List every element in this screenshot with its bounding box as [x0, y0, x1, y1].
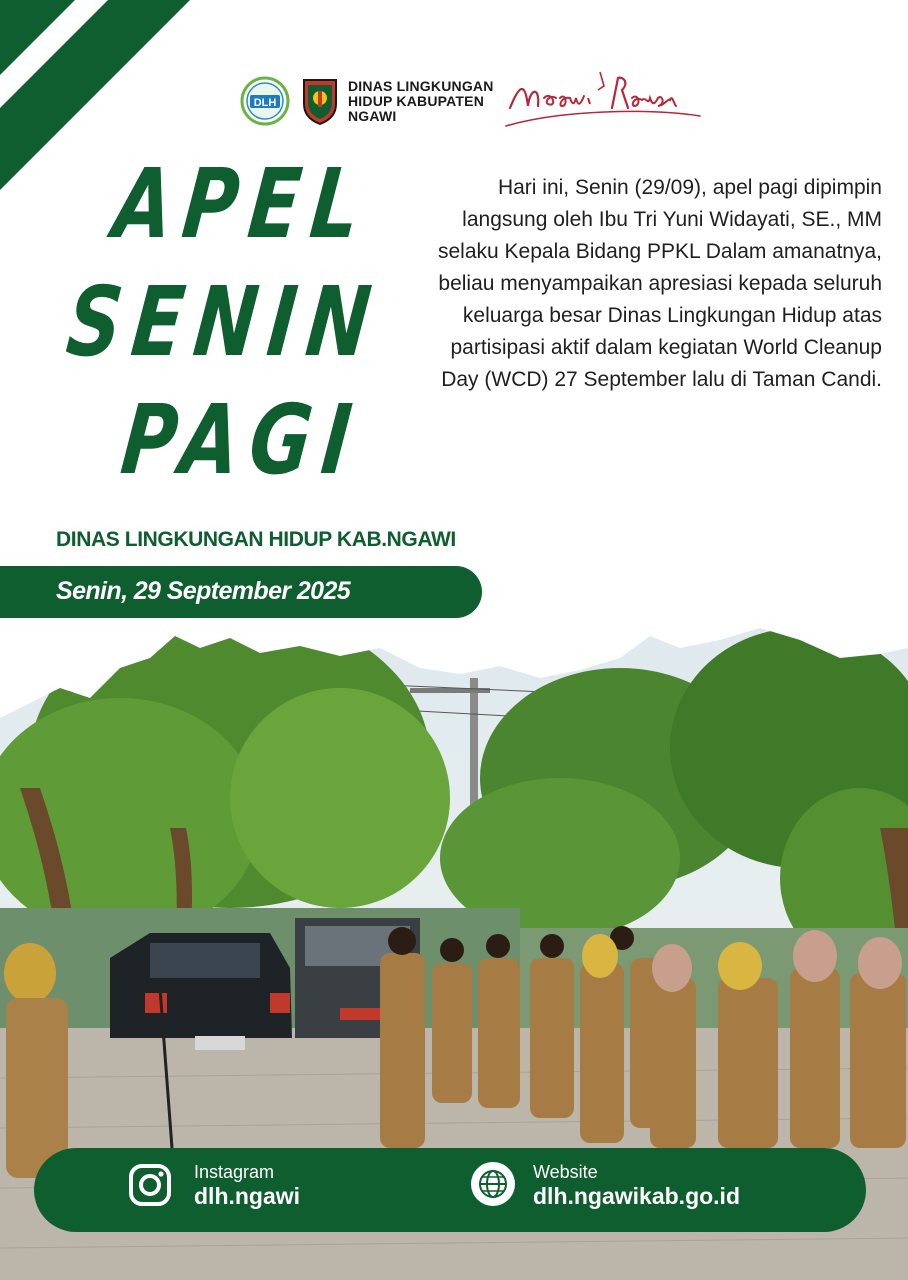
instagram-icon[interactable] — [128, 1163, 172, 1207]
department-name: DINAS LINGKUNGAN HIDUP KAB.NGAWI — [56, 528, 456, 551]
instagram-label: Instagram — [194, 1162, 275, 1182]
org-name — [348, 79, 518, 124]
title-line: SENIN — [61, 266, 387, 378]
dlh-logo — [240, 76, 290, 126]
main-title — [60, 145, 420, 499]
globe-icon[interactable] — [470, 1161, 516, 1207]
ngawi-ramah-logo — [500, 68, 710, 134]
svg-text:DLH: DLH — [253, 97, 277, 109]
description-paragraph: Hari ini, Senin (29/09), apel pagi dipimpin langsung oleh Ibu Tri Yuni Widayati, SE., MM selaku Kepala Bidang PPKL Dalam amanatnya, beliau menyampaikan apresiasi kepada seluruh keluarga besar Dinas Lingkungan Hidup atas partisipasi aktif dalam kegiatan World Cleanup Day (WCD) 27 September lalu di Taman Candi. — [438, 176, 882, 391]
website-url[interactable]: dlh.ngawikab.go.id — [533, 1183, 740, 1209]
title-line: PAGI — [116, 384, 368, 496]
org-name-line: DINAS LINGKUNGAN — [348, 78, 494, 94]
org-name-line: NGAWI — [348, 108, 397, 124]
instagram-handle[interactable]: dlh.ngawi — [194, 1183, 301, 1209]
title-line: APEL — [108, 148, 376, 260]
event-date: Senin, 29 September 2025 — [56, 577, 351, 605]
website-label: Website — [533, 1162, 598, 1182]
org-name-line: HIDUP KABUPATEN — [348, 93, 485, 109]
ngawi-crest-logo — [300, 76, 340, 126]
